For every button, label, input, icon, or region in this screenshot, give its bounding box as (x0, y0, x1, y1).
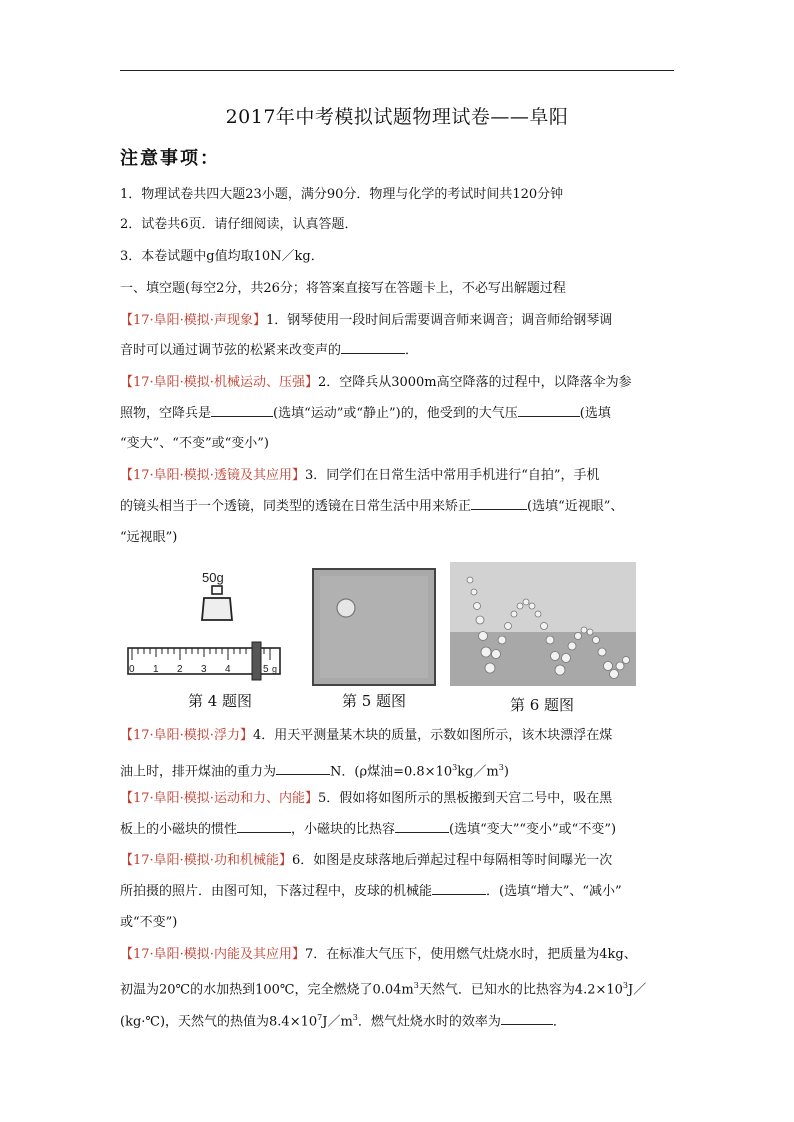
answer-blank (518, 404, 580, 417)
weight-block-icon (202, 598, 232, 620)
q7-line-1: 【17·阜阳·模拟·内能及其应用】7．在标准大气压下，使用燃气灶烧水时，把质量为4kg、 (120, 947, 637, 962)
answer-blank (211, 404, 273, 417)
page-title: 2017年中考模拟试题物理试卷——阜阳 (225, 106, 569, 128)
q4-line-1: 【17·阜阳·模拟·浮力】4．用天平测量某木块的质量，示数如图所示，该木块漂浮在煤 (120, 728, 613, 743)
q3-line-1: 【17·阜阳·模拟·透镜及其应用】3．同学们在日常生活中常用手机进行“自拍”，手机 (120, 468, 600, 483)
figure-6-caption: 第 6 题图 (509, 696, 575, 714)
rider-slider-icon (252, 642, 261, 680)
q7-line-3: (kg·℃)，天然气的热值为$8.4\times 10^7J/m^3$．燃气灶烧水时的效率为 ． (120, 1013, 566, 1030)
magnet-icon (337, 599, 355, 617)
q1-line-1: 【17·阜阳·模拟·声现象】1．钢琴使用一段时间后需要调音师来调音；调音师给钢琴调 (120, 313, 613, 328)
q7-line-2: 初温为20℃的水加热到100℃，完全燃烧了$0.04m^3$天然气．已知水的比热容为$4.2\times 10^3J/$ (120, 981, 647, 998)
figure-4-balance-image (120, 562, 300, 686)
answer-blank (276, 762, 330, 775)
svg-text:2: 2 (177, 664, 183, 675)
figure-4-weight-label: 50g (202, 570, 224, 585)
answer-blank (501, 1012, 553, 1025)
weight-hook-icon (212, 586, 222, 594)
notice-item-3: 3．本卷试题中g值均取10N／kg． (120, 249, 324, 264)
q3-tag: 【17·阜阳·模拟·透镜及其应用】 (120, 468, 305, 483)
figure-5-caption: 第 5 题图 (341, 692, 407, 710)
section-1-heading: 一、填空题(每空2分，共26分；将答案直接写在答题卡上，不必写出解题过程 (120, 281, 566, 296)
figure-row (120, 562, 640, 720)
svg-text:5: 5 (263, 664, 269, 675)
q5-line-1: 【17·阜阳·模拟·运动和力、内能】5．假如将如图所示的黑板搬到天宫二号中，吸在黑 (120, 791, 613, 806)
q2-line-1: 【17·阜阳·模拟·机械运动、压强】2．空降兵从3000m高空降落的过程中，以降落伞为参 (120, 375, 632, 390)
svg-text:4: 4 (225, 664, 231, 675)
q7-tag: 【17·阜阳·模拟·内能及其应用】 (120, 947, 305, 962)
notice-item-1: 1．物理试卷共四大题23小题，满分90分．物理与化学的考试时间共120分钟 (120, 187, 564, 202)
q3-line-3: “远视眼”) (120, 530, 178, 545)
notice-item-2: 2．试卷共6页．请仔细阅读，认真答题． (120, 217, 358, 232)
figure-4-caption: 第 4 题图 (187, 692, 253, 710)
q1-tag: 【17·阜阳·模拟·声现象】 (120, 313, 266, 328)
q2-line-2: 照物，空降兵是 (选填“运动”或“静止”)的，他受到的大气压 (选填 (120, 406, 611, 421)
answer-blank (341, 341, 405, 354)
svg-text:0: 0 (129, 664, 135, 675)
q4-tag: 【17·阜阳·模拟·浮力】 (120, 728, 253, 743)
figure-5-blackboard-image (312, 568, 436, 686)
q5-line-2: 板上的小磁块的惯性 ，小磁块的比热容 (选填“变大”“变小”或“不变”) (120, 822, 617, 837)
header-rule (120, 70, 674, 71)
answer-blank (471, 497, 527, 510)
q6-line-2: 所拍摄的照片．由图可知，下落过程中，皮球的机械能 ．(选填“增大”、“减小” (120, 884, 622, 899)
q5-tag: 【17·阜阳·模拟·运动和力、内能】 (120, 791, 318, 806)
q6-line-1: 【17·阜阳·模拟·功和机械能】6．如图是皮球落地后弹起过程中每隔相等时间曝光一次 (120, 853, 613, 868)
q3-line-2: 的镜头相当于一个透镜，同类型的透镜在日常生活中用来矫正 (选填“近视眼”、 (120, 499, 624, 514)
q6-line-3: 或“不变”) (120, 915, 178, 930)
q6-tag: 【17·阜阳·模拟·功和机械能】 (120, 853, 292, 868)
svg-text:3: 3 (201, 664, 207, 675)
answer-blank (237, 820, 291, 833)
notice-heading: 注意事项： (120, 148, 220, 169)
figure-6-bouncing-ball-image (450, 562, 636, 686)
q2-tag: 【17·阜阳·模拟·机械运动、压强】 (120, 375, 318, 390)
q4-line-2: 油上时，排开煤油的重力为 N．(ρ煤油$=0.8\times 10^3kg/m^3$) (120, 763, 509, 780)
q1-line-2: 音时可以通过调节弦的松紧来改变声的 ． (120, 343, 419, 358)
svg-text:1: 1 (153, 664, 159, 675)
answer-blank (432, 882, 486, 895)
answer-blank (395, 820, 449, 833)
svg-text:g: g (272, 664, 278, 674)
q2-line-3: “变大”、“不变”或“变小”) (120, 436, 269, 451)
